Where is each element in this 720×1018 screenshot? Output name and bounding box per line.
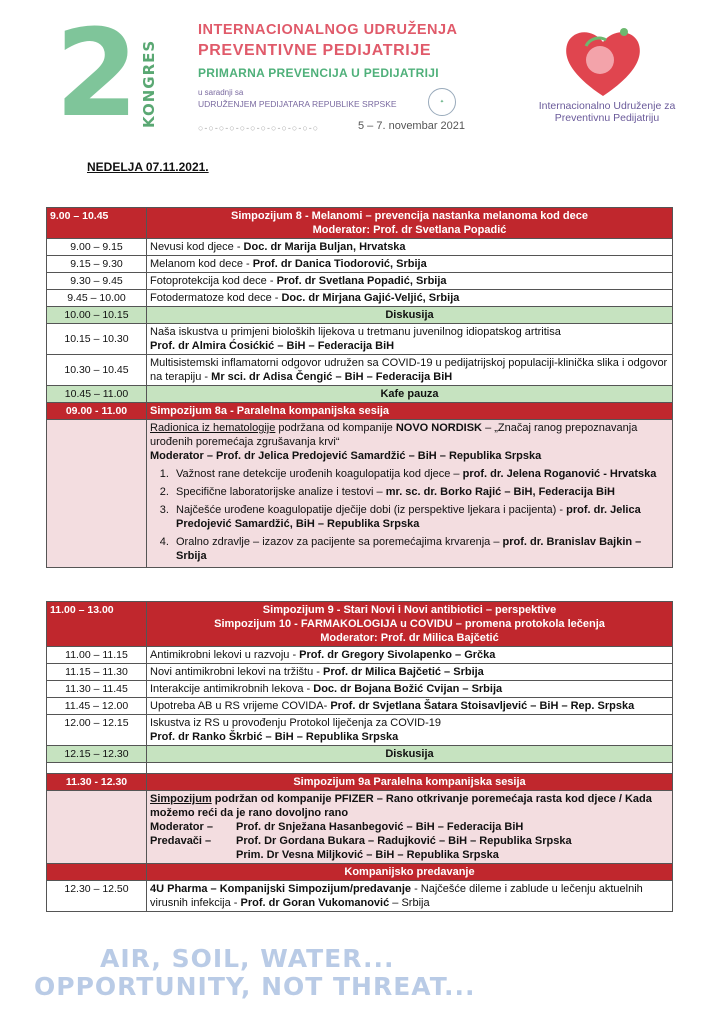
session-title: Simpozijum 8 - Melanomi – prevencija nastanka melanoma kod dece	[230, 210, 588, 222]
speaker-name: Prof. Dr Gordana Bukara – Radujković – BiH – Republika Srpska	[236, 835, 572, 847]
time-cell: 10.30 – 10.45	[47, 355, 147, 386]
talk-topic: Novi antimikrobni lekovi na tržištu -	[150, 666, 324, 678]
talk-topic: Fotoprotekcija kod dece -	[150, 275, 277, 287]
table-row	[47, 698, 673, 715]
table-row	[47, 290, 673, 307]
talk-speaker: Prof. dr Almira Ćosićkić – BiH – Federacija BiH	[150, 340, 395, 352]
session-title-2: Simpozijum 10 - FARMAKOLOGIJA u COVIDU – promena protokola lečenja	[214, 618, 605, 630]
moderator-label: Moderator –	[150, 821, 213, 833]
talk-speaker: Mr sci. dr Adisa Čengić – BiH – Federacija BiH	[211, 371, 453, 383]
list-item: 1. Važnost rane detekcije urođenih koagulopatija kod djece – prof. dr. Jelena Roganović - Hrvatska	[172, 467, 669, 481]
congress-number: 2	[55, 5, 139, 144]
slogan-line1: AIR, SOIL, WATER...	[100, 944, 395, 973]
table-row	[47, 256, 673, 273]
table-row	[47, 273, 673, 290]
talk-cell	[147, 647, 673, 664]
time-cell: 12.30 – 12.50	[47, 881, 147, 912]
session-header-row	[47, 774, 673, 791]
break-label: Kafe pauza	[147, 386, 673, 403]
talk-cell	[147, 881, 673, 912]
symposium-topic: – Rano otkrivanje poremećaja rasta kod djece / Kada možemo reći da je rano dovoljno rano	[150, 793, 652, 819]
workshop-support: podržana od kompanije	[275, 422, 396, 434]
break-row	[47, 386, 673, 403]
session-header-row	[47, 403, 673, 420]
company-session-cell	[147, 420, 673, 568]
talk-speaker: Prof. dr Svetlana Popadić, Srbija	[276, 275, 447, 287]
session-moderator: Moderator: Prof. dr Svetlana Popadić	[312, 224, 507, 236]
talk-topic: Melanom kod dece -	[150, 258, 253, 270]
table-row	[47, 715, 673, 746]
talk-topic: Fotodermatoze kod dece -	[150, 292, 282, 304]
header-title-line1: INTERNACIONALNOG UDRUŽENJA	[198, 22, 458, 38]
workshop-moderator: Moderator – Prof. dr Jelica Predojević Samardžić – BiH – Republika Srpska	[150, 450, 542, 462]
talk-cell	[147, 324, 673, 355]
talk-cell	[147, 256, 673, 273]
talk-topic: Antimikrobni lekovi u razvoju -	[150, 649, 300, 661]
speakers-label: Predavači –	[150, 835, 212, 847]
talk-topic: Nevusi kod djece -	[150, 241, 244, 253]
list-item: 3. Najčešće urođene koagulopatije dječije dobi (iz perspektive ljekara i pacijenta) - prof. dr. Jelica Predojević Samardžić, BiH – Republika Srpska	[172, 503, 669, 531]
talk-cell	[147, 664, 673, 681]
talk-speaker: Prof. dr Milica Bajčetić – Srbija	[323, 666, 484, 678]
company-session-row	[47, 420, 673, 568]
company-name: PFIZER	[334, 793, 374, 805]
session-title: Kompanijsko predavanje	[147, 864, 673, 881]
congress-header	[0, 0, 720, 160]
discussion-row	[47, 307, 673, 324]
talk-speaker: Prof. dr Danica Tiodorović, Srbija	[252, 258, 427, 270]
organization-name: Internacionalno Udruženje za Preventivnu Pedijatriju	[538, 100, 676, 124]
time-cell: 10.15 – 10.30	[47, 324, 147, 355]
header-title-line2: PREVENTIVNE PEDIJATRIJE	[198, 42, 432, 59]
time-cell: 9.45 – 10.00	[47, 290, 147, 307]
talk-cell	[147, 273, 673, 290]
session-header-row	[47, 208, 673, 239]
talk-speaker: Doc. dr Marija Buljan, Hrvatska	[243, 241, 406, 253]
time-cell: 11.15 – 11.30	[47, 664, 147, 681]
kongres-label: KONGRES	[140, 39, 158, 129]
speaker-name: Prim. Dr Vesna Miljković – BiH – Republika Srpska	[236, 849, 499, 861]
talk-topic: Upotreba AB u RS vrijeme COVIDA-	[150, 700, 331, 712]
discussion-label: Diskusija	[147, 307, 673, 324]
table-row	[47, 324, 673, 355]
company-talk-title: 4U Pharma – Kompanijski Simpozijum/predavanje	[150, 883, 412, 895]
workshop-topic: – „Značaj ranog prepoznavanja urođenih poremećaja zgrušavanja krvi“	[150, 422, 638, 448]
time-cell: 11.30 – 11.45	[47, 681, 147, 698]
talk-country: – Srbija	[389, 897, 430, 909]
slogan-line2: OPPORTUNITY, NOT THREAT...	[34, 972, 476, 1001]
time-cell: 11.30 - 12.30	[47, 774, 147, 791]
time-cell: 11.00 – 13.00	[47, 602, 147, 647]
company-name: NOVO NORDISK	[395, 422, 483, 434]
time-cell: 9.00 – 10.45	[47, 208, 147, 239]
talk-cell	[147, 715, 673, 746]
talk-topic: - Najčešće dileme i zablude u lečenju aktuelnih virusnih infekcija -	[150, 883, 643, 909]
time-cell: 9.30 – 9.45	[47, 273, 147, 290]
cooperation-label: u saradnji sa	[198, 88, 244, 97]
list-item: 2. Specifične laboratorijske analize i testovi – mr. sc. dr. Borko Rajić – BiH, Federacija BiH	[172, 485, 669, 499]
workshop-title: Radionica iz hematologije	[150, 422, 276, 434]
talk-cell	[147, 290, 673, 307]
time-cell: 12.00 – 12.15	[47, 715, 147, 746]
talk-speaker: Doc. dr Mirjana Gajić-Veljić, Srbija	[281, 292, 460, 304]
time-cell	[47, 864, 147, 881]
program-table-midday	[46, 601, 673, 912]
header-subtitle: PRIMARNA PREVENCIJA U PEDIJATRIJI	[198, 66, 439, 80]
talk-speaker: Prof. dr Ranko Škrbić – BiH – Republika Srpska	[150, 731, 399, 743]
discussion-label: Diskusija	[147, 746, 673, 763]
talk-cell	[147, 681, 673, 698]
session-title: Simpozijum 9a Paralelna kompanijska sesija	[147, 774, 673, 791]
session-title-cell	[147, 208, 673, 239]
decorative-dots: ○-○-○-○-○-○-○-○-○-○-○-○	[198, 123, 320, 133]
session-title-cell	[147, 602, 673, 647]
talk-cell	[147, 239, 673, 256]
session-header-row	[47, 864, 673, 881]
session-moderator: Moderator: Prof. dr Milica Bajčetić	[320, 632, 499, 644]
program-table-morning	[46, 207, 673, 568]
time-cell	[47, 791, 147, 864]
talk-topic: Iskustva iz RS u provođenju Protokol liječenja za COVID-19	[150, 717, 442, 729]
heart-globe-logo-icon	[560, 26, 646, 98]
time-cell: 09.00 - 11.00	[47, 403, 147, 420]
spacer-row	[47, 763, 673, 774]
time-cell	[47, 420, 147, 568]
talk-topic: Naša iskustva u primjeni bioloških lijekova u tretmanu juvenilnog idiopatskog artritisa	[150, 326, 561, 338]
table-row	[47, 355, 673, 386]
moderator-name: Prof. dr Snježana Hasanbegović – BiH – Federacija BiH	[236, 821, 524, 833]
list-item: 4. Oralno zdravlje – izazov za pacijente sa poremećajima krvarenja – prof. dr. Branislav Bajkin – Srbija	[172, 535, 669, 563]
symposium-label: Simpozijum	[150, 793, 212, 805]
company-session-cell	[147, 791, 673, 864]
empty-cell	[147, 763, 673, 774]
time-cell: 11.45 – 12.00	[47, 698, 147, 715]
day-title: NEDELJA 07.11.2021.	[87, 160, 209, 174]
talk-speaker: Prof. dr Goran Vukomanović	[240, 897, 390, 909]
time-cell: 10.00 – 10.15	[47, 307, 147, 324]
congress-dates: 5 – 7. novembar 2021	[358, 120, 466, 132]
talk-speaker: Prof. dr Svjetlana Šatara Stoisavljević – BiH – Rep. Srpska	[330, 700, 635, 712]
talk-topic: Interakcije antimikrobnih lekova -	[150, 683, 314, 695]
table-row	[47, 664, 673, 681]
session-header-row	[47, 602, 673, 647]
cooperation-org: UDRUŽENJEM PEDIJATARA REPUBLIKE SRPSKE	[198, 99, 397, 109]
session-title: Simpozijum 9 - Stari Novi i Novi antibiotici – perspektive	[262, 604, 557, 616]
talk-speaker: Prof. dr Gregory Sivolapenko – Grčka	[299, 649, 496, 661]
talk-speaker: Doc. dr Bojana Božić Cvijan – Srbija	[313, 683, 503, 695]
table-row	[47, 881, 673, 912]
talk-cell	[147, 355, 673, 386]
table-row	[47, 681, 673, 698]
partner-logo-icon: ✦	[428, 88, 456, 116]
time-cell: 10.45 – 11.00	[47, 386, 147, 403]
table-row	[47, 239, 673, 256]
discussion-row	[47, 746, 673, 763]
time-cell: 9.15 – 9.30	[47, 256, 147, 273]
time-cell: 12.15 – 12.30	[47, 746, 147, 763]
time-cell: 9.00 – 9.15	[47, 239, 147, 256]
time-cell	[47, 763, 147, 774]
company-session-row	[47, 791, 673, 864]
workshop-talk-list	[150, 467, 669, 563]
symposium-support: podržan od kompanije	[211, 793, 335, 805]
time-cell: 11.00 – 11.15	[47, 647, 147, 664]
talk-cell	[147, 698, 673, 715]
table-row	[47, 647, 673, 664]
session-title: Simpozijum 8a - Paralelna kompanijska sesija	[147, 403, 673, 420]
talk-topic: Multisistemski inflamatorni odgovor udružen sa COVID-19 u pedijatrijskoj populaciji-klinička slika i odgovor na terapiju -	[150, 357, 668, 383]
